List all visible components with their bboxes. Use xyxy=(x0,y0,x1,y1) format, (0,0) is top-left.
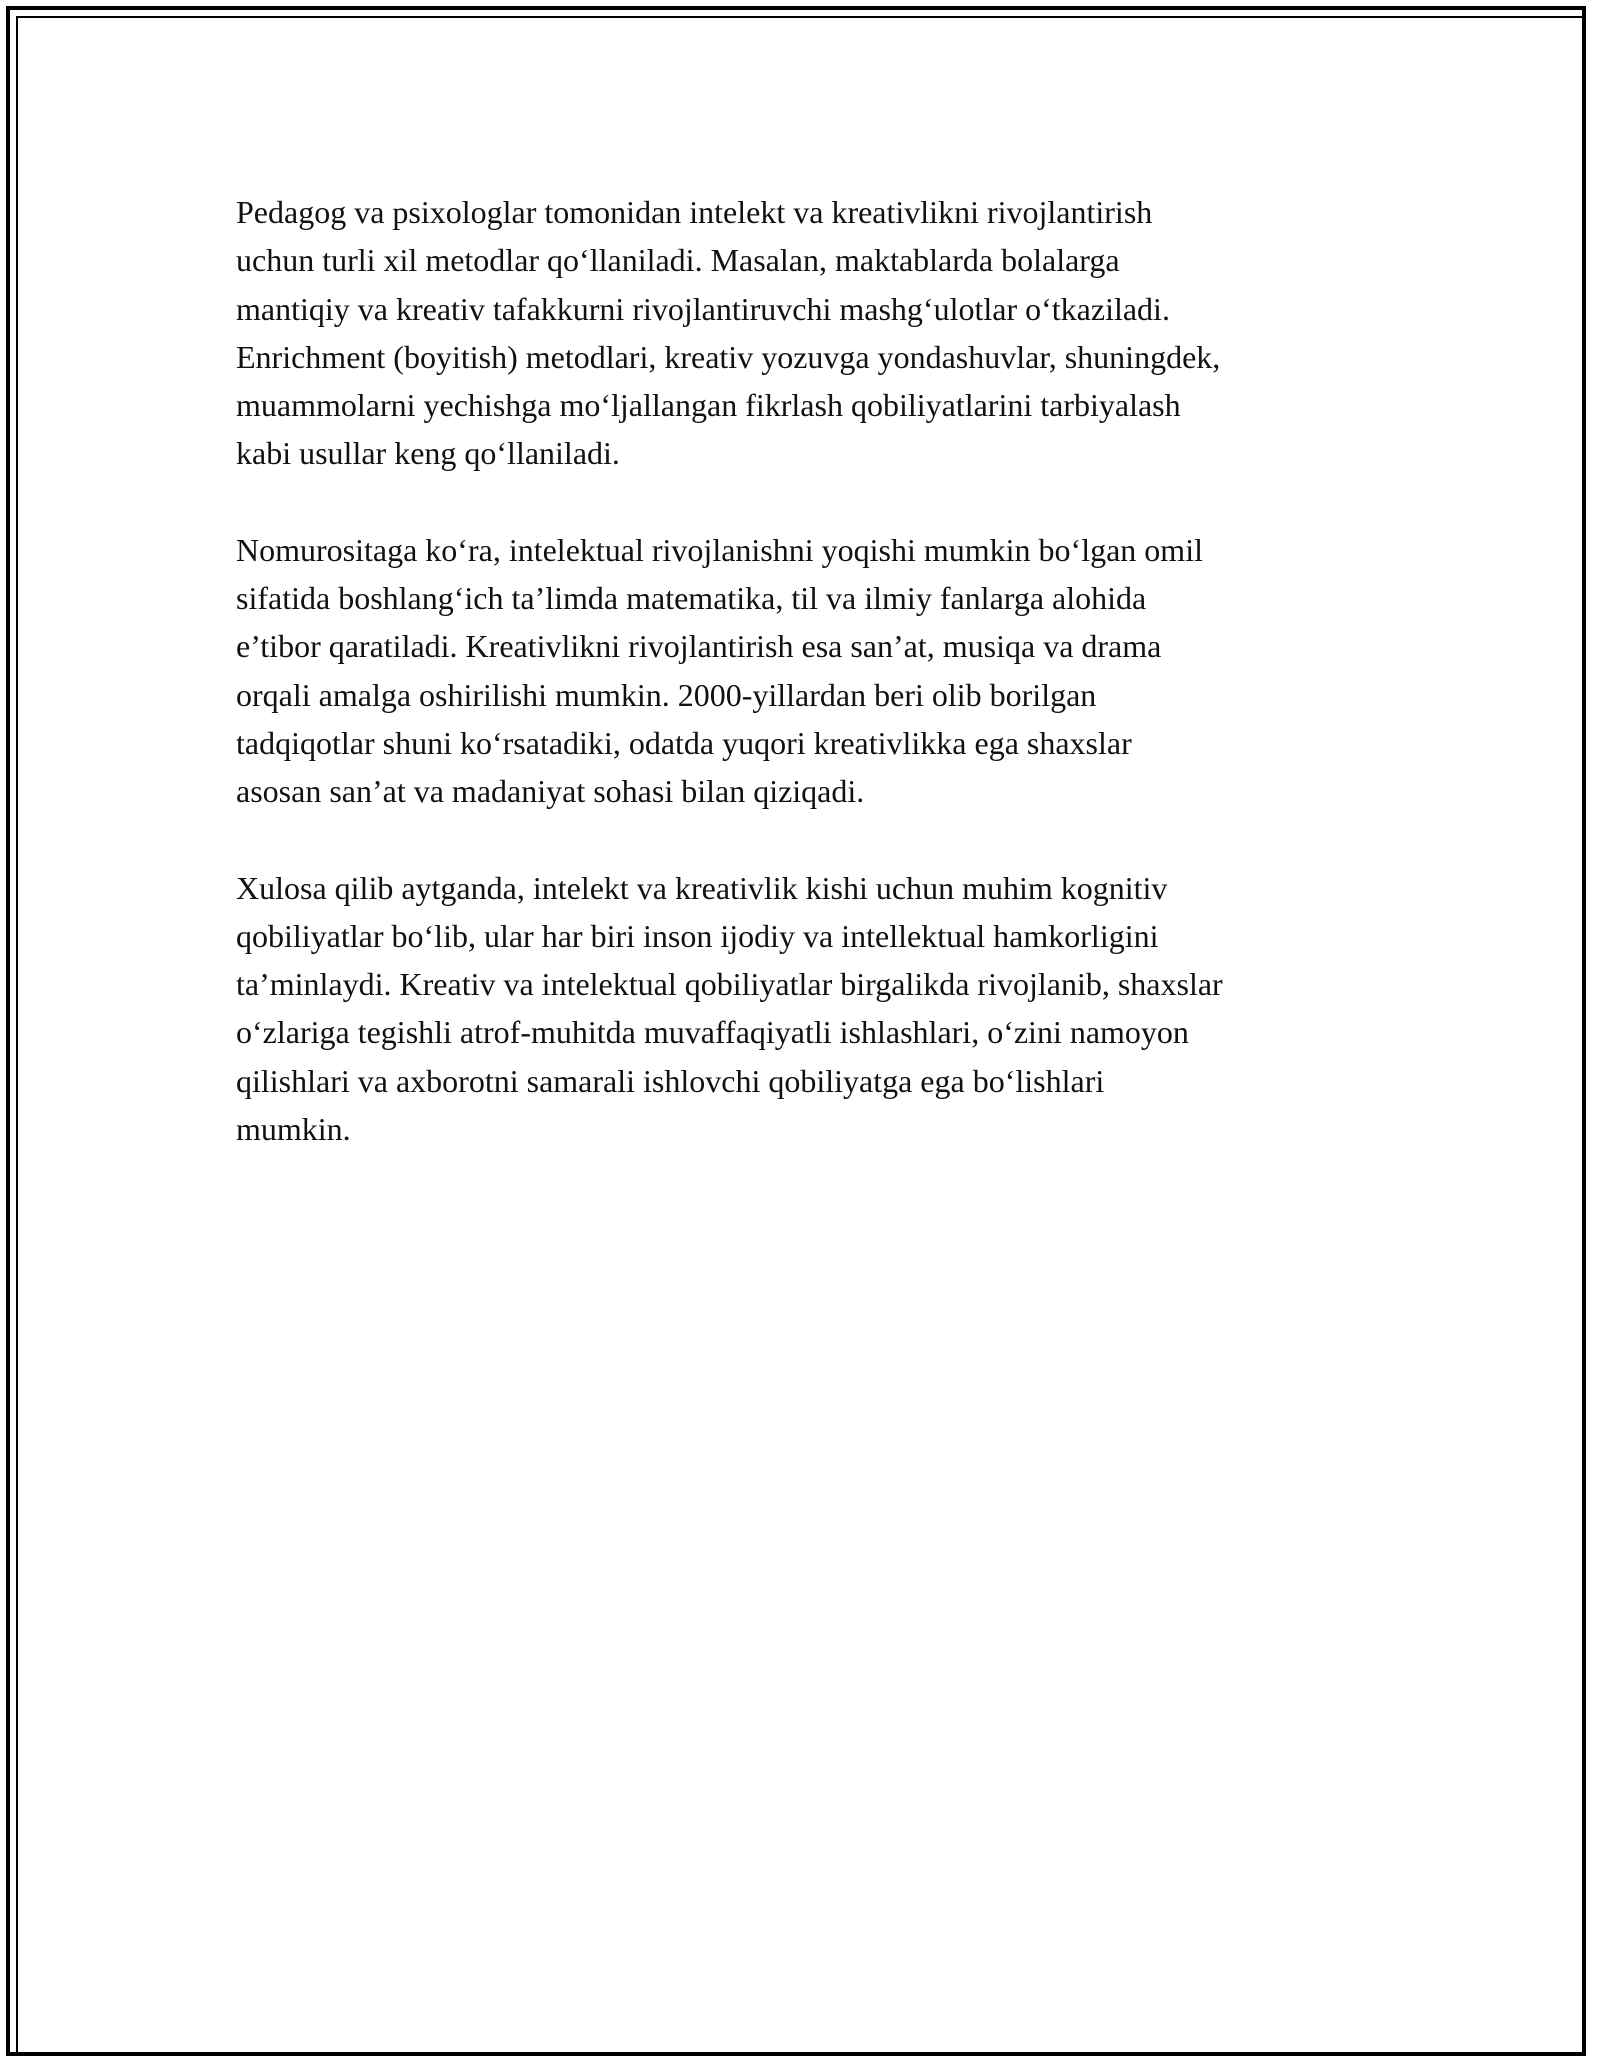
text-line: asosan san’at va madaniyat sohasi bilan qiziqadi. xyxy=(236,773,865,810)
text-line: qobiliyatlar bo‘lib, ular har biri inson ijodiy va intellektual hamkorligini xyxy=(236,917,1159,954)
text-line: o‘zlariga tegishli atrof-muhitda muvaffaqiyatli ishlashlari, o‘zini namoyon xyxy=(236,1014,1189,1051)
document-body xyxy=(236,188,1376,1201)
text-line: muammolarni yechishga mo‘ljallangan fikrlash qobiliyatlarini tarbiyalash xyxy=(236,387,1181,424)
text-line: e’tibor qaratiladi. Kreativlikni rivojlantirish esa san’at, musiqa va drama xyxy=(236,628,1162,665)
text-line: Pedagog va psixologlar tomonidan intelekt va kreativlikni rivojlantirish xyxy=(236,194,1153,230)
text-line: tadqiqotlar shuni ko‘rsatadiki, odatda yuqori kreativlikka ega shaxslar xyxy=(236,724,1132,761)
text-line: uchun turli xil metodlar qo‘llaniladi. Masalan, maktablarda bolalarga xyxy=(236,242,1120,279)
text-line: mumkin. xyxy=(236,1111,351,1148)
paragraph-conclusion xyxy=(236,864,1376,1154)
text-line: sifatida boshlang‘ich ta’limda matematika, til va ilmiy fanlarga alohida xyxy=(236,580,1147,617)
text-line: orqali amalga oshirilishi mumkin. 2000-yillardan beri olib borilgan xyxy=(236,676,1097,713)
text-line: Enrichment (boyitish) metodlari, kreativ yozuvga yondashuvlar, shuningdek, xyxy=(236,338,1221,375)
paragraph-development xyxy=(236,526,1376,816)
text-line: ta’minlaydi. Kreativ va intelektual qobiliyatlar birgalikda rivojlanib, shaxslar xyxy=(236,966,1223,1003)
text-line: mantiqiy va kreativ tafakkurni rivojlantiruvchi mashg‘ulotlar o‘tkaziladi. xyxy=(236,290,1170,327)
text-line: qilishlari va axborotni samarali ishlovchi qobiliyatga ega bo‘lishlari xyxy=(236,1062,1105,1099)
text-line: Xulosa qilib aytganda, intelekt va kreativlik kishi uchun muhim kognitiv xyxy=(236,869,1168,906)
text-line: Nomurositaga ko‘ra, intelektual rivojlanishni yoqishi mumkin bo‘lgan omil xyxy=(236,531,1203,568)
paragraph-methods xyxy=(236,188,1376,478)
text-line: kabi usullar keng qo‘llaniladi. xyxy=(236,435,620,472)
